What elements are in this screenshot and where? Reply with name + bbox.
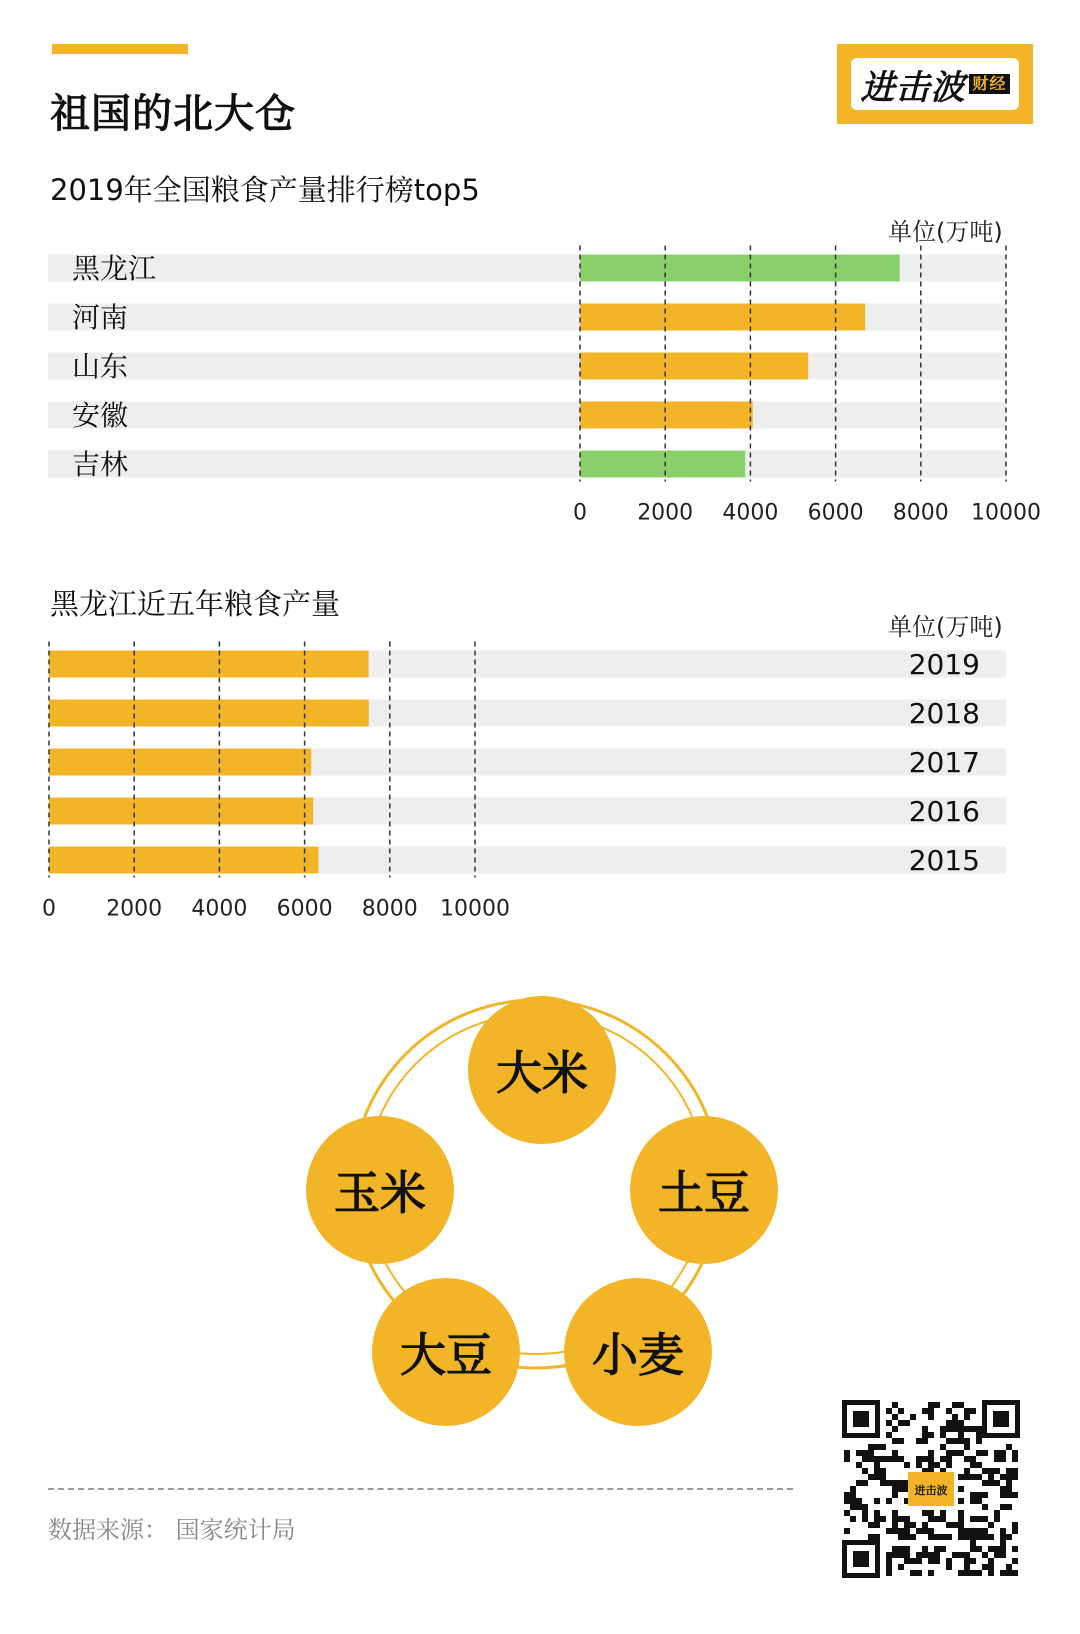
tick-label: 6000 xyxy=(276,896,333,922)
bar xyxy=(49,847,318,874)
category-label: 安徽 xyxy=(72,399,129,432)
category-label: 河南 xyxy=(72,301,129,334)
logo-subtext: 财经 xyxy=(969,74,1009,94)
logo-badge xyxy=(851,58,1019,110)
crop-circle-soybean: 大豆 xyxy=(372,1278,520,1426)
brand-logo xyxy=(837,44,1033,124)
data-source: 数据来源： 国家统计局 xyxy=(48,1516,296,1544)
tick-label: 10000 xyxy=(971,500,1041,526)
category-label: 2019 xyxy=(908,648,980,681)
tick-label: 0 xyxy=(573,500,587,526)
chart2-unit: 单位(万吨) xyxy=(888,613,1003,641)
category-label: 吉林 xyxy=(72,448,129,481)
page-title: 祖国的北大仓 xyxy=(50,91,296,137)
tick-label: 8000 xyxy=(892,500,949,526)
chart1-title: 2019年全国粮食产量排行榜top5 xyxy=(50,173,480,207)
bar-track xyxy=(48,451,1006,478)
crop-circle-potato: 土豆 xyxy=(630,1116,778,1264)
bar xyxy=(580,451,745,478)
accent-bar xyxy=(52,44,188,54)
tick-label: 4000 xyxy=(722,500,779,526)
chart2-svg xyxy=(0,636,1080,926)
footer-divider xyxy=(48,1488,793,1490)
chart1-svg xyxy=(0,240,1080,530)
bar xyxy=(49,651,369,678)
category-label: 2016 xyxy=(908,795,980,828)
bar xyxy=(49,749,311,776)
category-label: 2018 xyxy=(908,697,980,730)
chart2-title: 黑龙江近五年粮食产量 xyxy=(50,587,341,621)
category-label: 山东 xyxy=(72,350,129,383)
crops-diagram xyxy=(0,980,1080,1440)
tick-label: 2000 xyxy=(106,896,163,922)
bar xyxy=(580,353,808,380)
tick-label: 6000 xyxy=(807,500,864,526)
tick-label: 0 xyxy=(42,896,56,922)
bar-track xyxy=(48,402,1006,429)
logo-text: 进击波 xyxy=(860,67,966,108)
qr-code xyxy=(842,1400,1020,1578)
tick-label: 4000 xyxy=(191,896,248,922)
bar-track xyxy=(48,353,1006,380)
bar xyxy=(580,304,865,331)
category-label: 黑龙江 xyxy=(72,252,157,285)
bar xyxy=(580,402,753,429)
category-label: 2017 xyxy=(908,746,980,779)
category-label: 2015 xyxy=(908,844,980,877)
bar xyxy=(580,255,900,282)
tick-label: 10000 xyxy=(440,896,510,922)
bar xyxy=(49,798,313,825)
crop-circle-wheat: 小麦 xyxy=(564,1278,712,1426)
tick-label: 2000 xyxy=(637,500,694,526)
crop-circle-corn: 玉米 xyxy=(306,1116,454,1264)
chart1-unit: 单位(万吨) xyxy=(888,218,1003,246)
qr-center-label: 进击波 xyxy=(914,1484,948,1497)
crop-circle-rice: 大米 xyxy=(468,996,616,1144)
tick-label: 8000 xyxy=(361,896,418,922)
bar xyxy=(49,700,369,727)
